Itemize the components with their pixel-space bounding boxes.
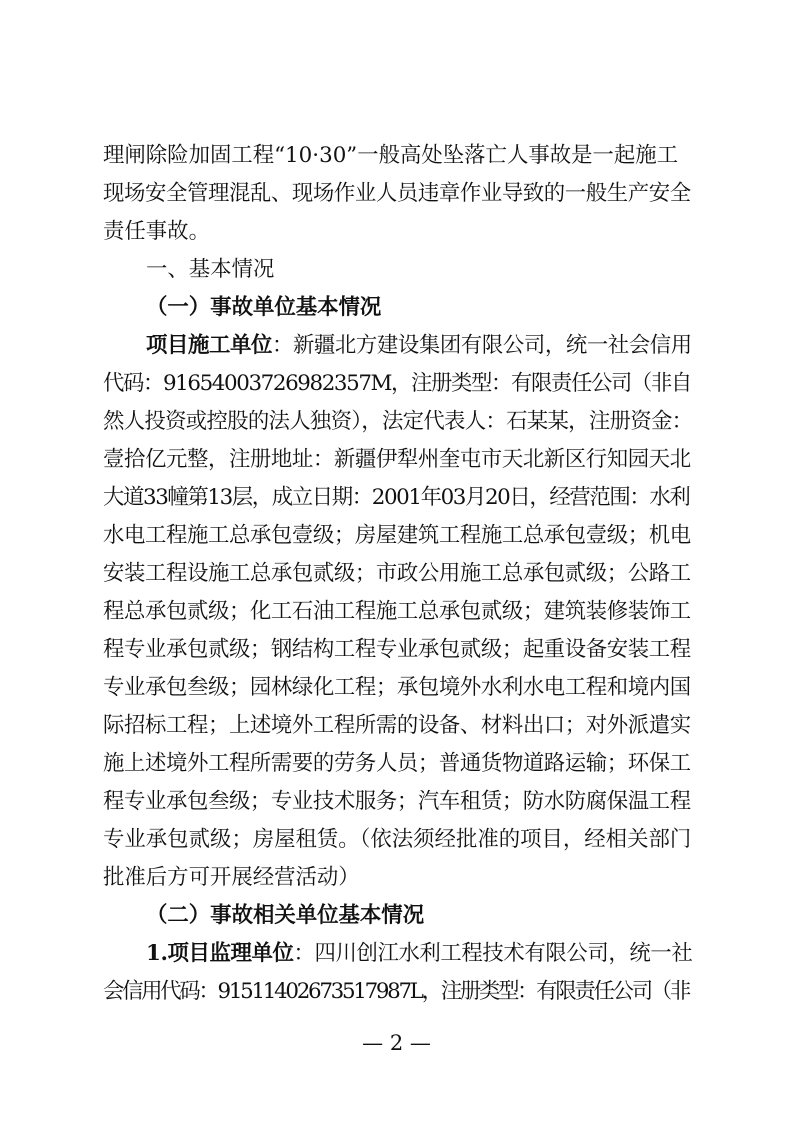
bold-label: 项目施工单位 <box>146 333 272 358</box>
text-line <box>146 935 691 973</box>
text-line <box>103 403 691 441</box>
text-segment: （二）事故相关单位基本情况 <box>146 903 425 928</box>
text-line <box>103 973 691 1011</box>
text-line <box>103 137 691 175</box>
text-segment: 现场安全管理混乱、现场作业人员违章作业导致的一般生产安全 <box>103 181 691 206</box>
text-line <box>103 365 691 403</box>
text-line <box>103 631 691 669</box>
text-line <box>103 821 691 859</box>
text-segment: ：四川创江水利工程技术有限公司，统一社 <box>293 941 693 966</box>
text-line <box>103 593 691 631</box>
subsection-heading <box>146 289 691 327</box>
text-segment: 一、基本情况 <box>146 257 275 282</box>
text-segment: 大道33幢第13层，成立日期：2001年03月20日，经营范围：水利 <box>103 485 690 510</box>
text-segment: 责任事故。 <box>103 219 210 244</box>
text-segment: 理闸除险加固工程“10·30”一般高处坠落亡人事故是一起施工 <box>103 143 679 168</box>
text-segment: 水电工程施工总承包壹级；房屋建筑工程施工总承包壹级；机电 <box>103 523 691 548</box>
bold-label: 1.项目监理单位 <box>146 941 294 966</box>
text-segment: 程专业承包贰级；钢结构工程专业承包贰级；起重设备安装工程 <box>103 637 691 662</box>
text-segment: 专业承包叁级；园林绿化工程；承包境外水利水电工程和境内国 <box>103 675 691 700</box>
text-segment: 程总承包贰级；化工石油工程施工总承包贰级；建筑装修装饰工 <box>103 599 691 624</box>
text-line <box>103 859 691 897</box>
text-line <box>103 707 691 745</box>
text-segment: 会信用代码：91511402673517987L，注册类型：有限责任公司（非 <box>103 979 689 1004</box>
text-segment: 安装工程设施工总承包贰级；市政公用施工总承包贰级；公路工 <box>103 561 691 586</box>
text-line <box>103 745 691 783</box>
text-line <box>103 213 691 251</box>
text-segment: ：新疆北方建设集团有限公司，统一社会信用 <box>271 333 692 358</box>
page-number: — 2 — <box>362 1031 431 1055</box>
subsection-heading <box>146 897 691 935</box>
text-segment: 程专业承包叁级；专业技术服务；汽车租赁；防水防腐保温工程 <box>103 789 691 814</box>
text-segment: 专业承包贰级；房屋租赁。（依法须经批准的项目，经相关部门 <box>103 827 692 852</box>
text-line <box>103 479 691 517</box>
text-line <box>103 517 691 555</box>
text-segment: 壹拾亿元整，注册地址：新疆伊犁州奎屯市天北新区行知园天北 <box>103 447 691 472</box>
text-line <box>103 783 691 821</box>
text-segment: （一）事故单位基本情况 <box>146 295 382 320</box>
text-line <box>146 327 691 365</box>
text-segment: 批准后方可开展经营活动） <box>103 865 360 890</box>
text-segment: 施上述境外工程所需要的劳务人员；普通货物道路运输；环保工 <box>103 751 691 776</box>
section-heading <box>146 251 691 289</box>
text-line <box>103 669 691 707</box>
text-segment: 际招标工程；上述境外工程所需的设备、材料出口；对外派遣实 <box>103 713 691 738</box>
text-line <box>103 441 691 479</box>
text-segment: 代码：91654003726982357M，注册类型：有限责任公司（非自 <box>103 371 691 396</box>
text-line <box>103 175 691 213</box>
text-line <box>103 555 691 593</box>
text-segment: 然人投资或控股的法人独资），法定代表人：石某某，注册资金： <box>103 409 693 434</box>
